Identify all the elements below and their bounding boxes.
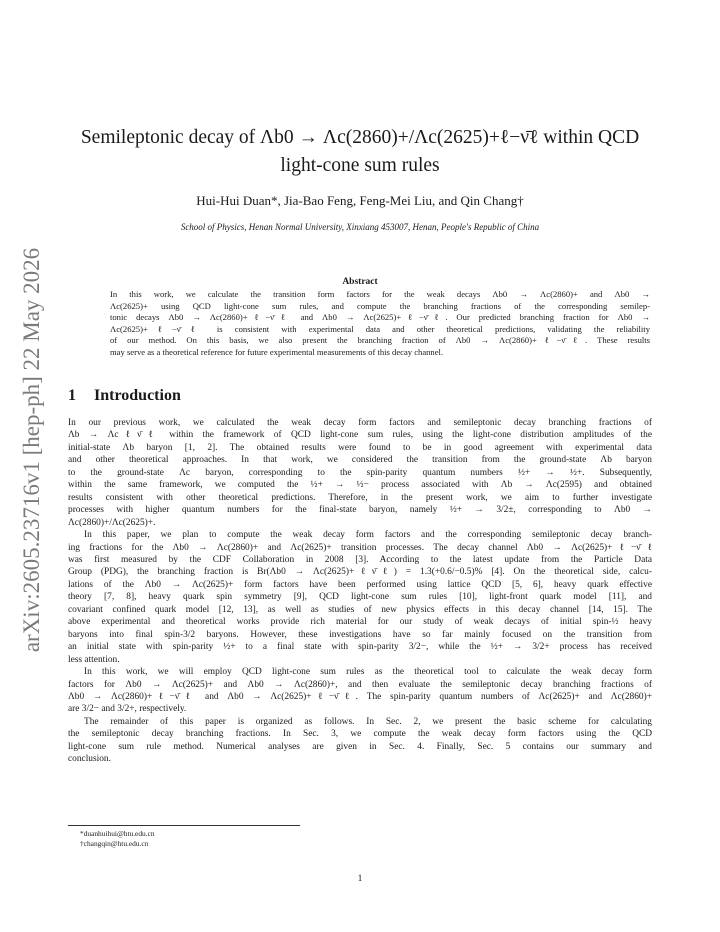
text-line: within the same framework, we computed the ½+ → ½− process associated with Λb → Λc(2595) and obtained: [68, 480, 652, 491]
text-line: processes with higher quantum numbers for the final-state baryon, namely ½+ → 3/2±, corresponding to Λb0 →: [68, 505, 652, 516]
paper-title: [70, 124, 650, 180]
paragraph: [68, 716, 652, 766]
text-line: Λb → Λcℓν̄ℓ within the framework of QCD light-cone sum rules, using the light-cone distribution amplitudes of the: [68, 430, 652, 441]
text-line: theory [7, 8], heavy quark spin symmetry [9], QCD light-cone sum rules [10], light-front quark model [11], and: [68, 592, 652, 603]
text-line: to the ground-state Λc baryon, corresponding to the spin-parity quantum numbers ½+ → ½+. Subsequently,: [68, 467, 652, 478]
text-line: above experimental and theoretical works provide rich material for our study of weak decays of initial spin-½ heavy: [68, 617, 652, 628]
text-line: an initial state with spin-parity ½+ to a final state with spin-parity 3/2−, while the ½+ → 3/2+ process has received: [68, 642, 652, 653]
paragraph: [68, 529, 652, 666]
abstract-line: Λc(2625)+ using QCD light-cone sum rules, and compute the branching fractions of the corresponding semilep-: [110, 300, 650, 311]
section-body: [68, 417, 652, 766]
text-line: the semileptonic decay branching fractions. In Sec. 3, we compute the weak decay form factors using the QCD: [68, 729, 652, 740]
text-line: less attention.: [68, 654, 120, 665]
text-line: are 3/2− and 3/2+, respectively.: [68, 704, 187, 715]
text-line: factors for Λb0 → Λc(2625)+ and Λb0 → Λc(2860)+, and then evaluate the semileptonic decay branching fractions of: [68, 679, 652, 690]
affiliation: School of Physics, Henan Normal University, Xinxiang 453007, Henan, People's Republic of China: [180, 222, 540, 232]
arxiv-stamp-text: arXiv:2605.23716v1 [hep-ph] 22 May 2026: [19, 247, 44, 653]
title-line-1: Semileptonic decay of Λb0 → Λc(2860)+/Λc(2625)+ℓ−ν̄ℓ within QCD: [80, 127, 640, 148]
paragraph: [68, 666, 652, 716]
title-line-2: light-cone sum rules: [280, 155, 440, 176]
text-line: was first measured by the CDF Collaboration in 2008 [3]. According to the latest update from the Particle Data: [68, 554, 652, 565]
text-line: In this work, we will employ QCD light-cone sum rules as the theoretical tool to calculate the weak decay form: [84, 667, 652, 678]
text-line: lations of the Λb0 → Λc(2625)+ form factors have been performed using lattice QCD [5, 6], heavy quark effective: [68, 579, 652, 590]
abstract-heading: Abstract: [342, 277, 378, 287]
section-number: 1: [68, 387, 76, 404]
abstract-line: tonic decays Λb0 → Λc(2860)+ℓ−ν̄ℓ and Λb0 → Λc(2625)+ℓ−ν̄ℓ. Our predicted branching fraction for Λb0 →: [110, 312, 650, 323]
author-list: Hui-Hui Duan*, Jia-Bao Feng, Feng-Mei Liu, and Qin Chang†: [196, 193, 524, 208]
arxiv-stamp: [14, 247, 50, 653]
text-line: covariant confined quark model [12, 13], as well as studies of new physics effects in this decay channel [14, 15]. The: [68, 604, 652, 615]
text-line: initial-state Λb baryon [1, 2]. The obtained results were found to be in good agreement with experimental data: [68, 442, 652, 453]
abstract-line: Λc(2625)+ℓ−ν̄ℓ is consistent with experimental data and other theoretical predictions, validating the reliability: [110, 323, 650, 334]
text-line: results consistent with other theoretical predictions. Therefore, in the present work, we aim to further investigate: [68, 492, 652, 503]
text-line: In this paper, we plan to compute the weak decay form factors and the corresponding semileptonic decay branch-: [84, 530, 652, 541]
text-line: Λb0 → Λc(2860)+ℓ−ν̄ℓ and Λb0 → Λc(2625)+ℓ−ν̄ℓ. The spin-parity quantum numbers of Λc(2625)+ and Λc(2860)+: [68, 691, 652, 702]
text-line: In our previous work, we calculated the weak decay form factors and semileptonic decay branching fractions of: [68, 418, 652, 428]
text-line: ing fractions for the Λb0 → Λc(2860)+ and Λc(2625)+ transition processes. The decay channel Λb0 → Λc(2625)+ℓ−ν̄ℓ: [68, 542, 652, 553]
text-line: light-cone sum rule method. Numerical analyses are given in Sec. 4. Finally, Sec. 5 contains our summary and: [68, 741, 652, 752]
footnote-rule: [68, 825, 300, 826]
section-title: Introduction: [94, 387, 181, 404]
text-line: The remainder of this paper is organized as follows. In Sec. 2, we present the basic scheme for calculating: [84, 716, 652, 727]
text-line: conclusion.: [68, 754, 111, 765]
abstract-line: of our method. On this basis, we also present the branching fraction of Λb0 → Λc(2860)+ℓ−ν̄ℓ. These results: [110, 335, 650, 346]
text-line: baryons into final spin-3/2 baryons. However, these investigations have so far mainly focused on the transition from: [68, 629, 652, 640]
text-line: and other theoretical approaches. In that work, we considered the transition from the ground-state Λb baryon: [68, 455, 652, 466]
section-heading: [68, 387, 181, 405]
page-number: 1: [357, 874, 363, 884]
abstract-line: In this work, we calculate the transition form factors for the weak decays Λb0 → Λc(2860)+ and Λb0 →: [110, 289, 650, 299]
abstract-body: [110, 289, 650, 359]
text-line: Λc(2860)+/Λc(2625)+.: [68, 517, 156, 528]
footnote: *duanhuihui@htu.edu.cn: [80, 829, 155, 838]
paragraph: [68, 417, 652, 529]
abstract-line: may serve as a theoretical reference for future experimental measurements of this decay channel.: [110, 346, 444, 357]
text-line: Group (PDG), the branching fraction is Br(Λb0 → Λc(2625)+ℓν̄ℓ) = 1.3(+0.6/−0.5)% [4]. On the theoretical side, calcu-: [68, 567, 652, 578]
footnote: †changqin@htu.edu.cn: [80, 839, 149, 848]
footnotes: [80, 829, 155, 849]
